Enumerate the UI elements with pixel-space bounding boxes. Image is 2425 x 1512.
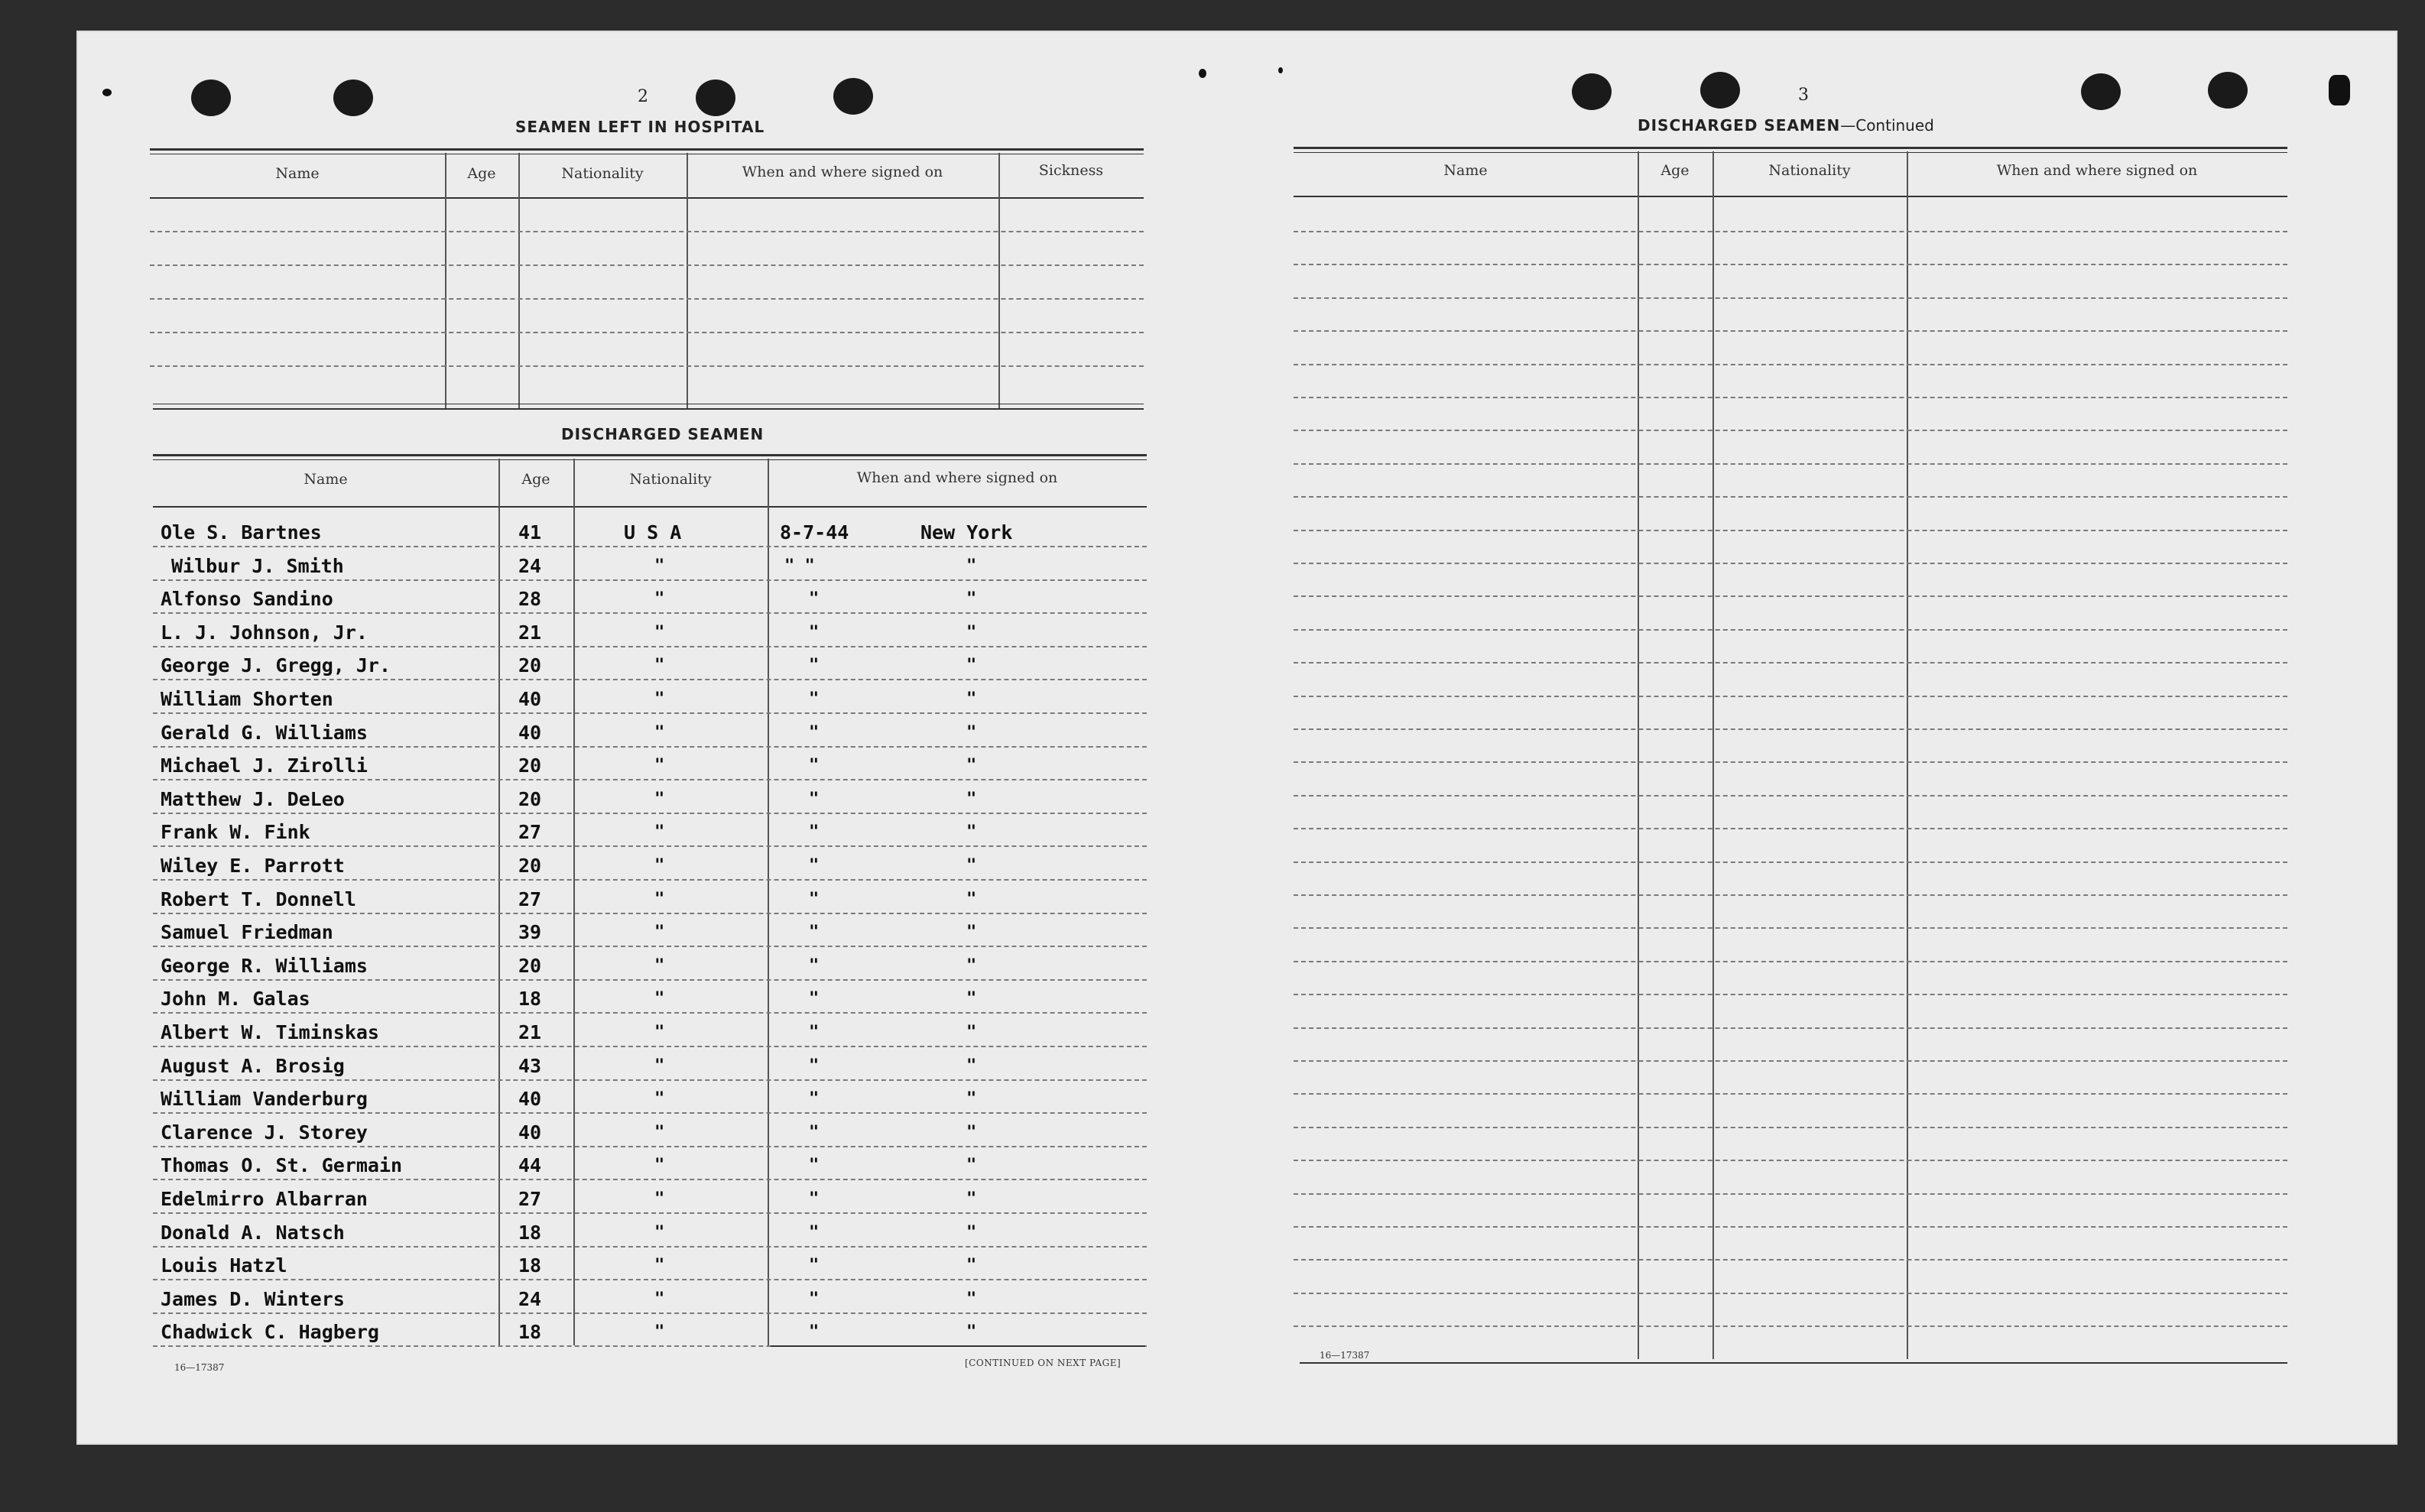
signed-on-place: " [966,956,977,975]
seaman-nationality: " [654,1156,665,1175]
seaman-nationality: " [654,1256,665,1275]
signed-on-place: " [966,689,977,709]
ruled-line [1294,1325,2287,1327]
seaman-name: Chadwick C. Hagberg [161,1321,379,1343]
seaman-age: 39 [518,921,542,943]
hospital-section-title: SEAMEN LEFT IN HOSPITAL [515,118,765,136]
signed-on-place: " [966,656,977,675]
column-divider [518,153,520,408]
seaman-nationality: " [654,1023,665,1042]
ruled-line [1294,1127,2287,1128]
punch-hole [191,79,231,116]
signed-on-date: " [809,856,820,875]
seaman-name: Edelmirro Albarran [161,1188,368,1210]
seaman-nationality: " [654,1322,665,1342]
continued-section-title [1638,116,1934,135]
signed-on-date: " [809,989,820,1008]
signed-on-place: " [966,856,977,875]
ruled-line [153,1079,1147,1081]
punch-hole [333,79,373,116]
seaman-age: 40 [518,688,542,710]
ruled-line [153,746,1147,748]
seaman-nationality: " [654,890,665,909]
signed-on-date: " [809,623,820,642]
signed-on-date: " [809,823,820,842]
signed-on-place: " [966,1290,977,1309]
ruled-line [1294,463,2287,465]
seaman-nationality: " [654,1123,665,1142]
ruled-line [1294,1027,2287,1029]
signed-on-place: " [966,790,977,809]
table-bottom-rule [153,408,1144,410]
signed-on-date: 8-7-44 [780,521,849,543]
table-top-rule [153,454,1147,456]
signed-on-date: " [809,1322,820,1342]
ink-speck [2329,75,2350,105]
ruled-line [1294,828,2287,829]
ruled-line [1294,861,2287,863]
column-divider [445,153,446,408]
ruled-line [1294,1160,2287,1161]
seaman-name: Donald A. Natsch [161,1222,345,1244]
seaman-age: 24 [518,1288,542,1310]
ruled-line [1294,1226,2287,1228]
seaman-age: 20 [518,754,542,777]
seaman-name: James D. Winters [161,1288,345,1310]
ruled-line [153,1279,1147,1280]
seaman-age: 18 [518,1222,542,1244]
column-header-sickness: Sickness [1038,162,1104,179]
ruled-line [153,1212,1147,1214]
seaman-nationality: " [654,823,665,842]
ruled-line [153,1146,1147,1147]
header-bottom-rule [150,197,1144,199]
signed-on-date: " [809,1156,820,1175]
signed-on-date: " [809,1223,820,1242]
table-bottom-rule [771,1345,1145,1347]
ruled-line [1294,795,2287,797]
ruled-line [153,779,1147,780]
seaman-name: Wilbur J. Smith [171,555,344,577]
ruled-line [150,365,1144,367]
ruled-line [1294,231,2287,232]
seaman-age: 20 [518,654,542,677]
seaman-name: Matthew J. DeLeo [161,788,345,810]
ruled-line [1294,496,2287,498]
seaman-name: Wiley E. Parrott [161,855,345,877]
signed-on-date: " [809,1189,820,1209]
ruled-line [153,979,1147,981]
seaman-nationality: U S A [624,521,682,543]
seaman-age: 41 [518,521,542,543]
table-bottom-rule [1300,1362,2287,1364]
ruled-line [1294,696,2287,697]
column-header-age: Age [467,165,496,182]
column-header-name: Name [1443,162,1488,179]
ruled-line [1294,1093,2287,1095]
ruled-line [153,646,1147,647]
signed-on-date: " [809,589,820,608]
signed-on-date: " " [784,556,815,576]
seaman-age: 18 [518,988,542,1010]
seaman-nationality: " [654,989,665,1008]
seaman-nationality: " [654,589,665,608]
punch-hole [696,79,735,116]
seaman-age: 27 [518,1188,542,1210]
ruled-line [1294,1293,2287,1294]
form-number: 16—17387 [174,1362,225,1373]
seaman-name: August A. Brosig [161,1055,345,1077]
seaman-age: 43 [518,1055,542,1077]
column-header-name: Name [275,165,320,182]
seaman-age: 27 [518,888,542,910]
seaman-name: Samuel Friedman [161,921,333,943]
punch-hole [1572,73,1612,110]
form-number: 16—17387 [1320,1350,1370,1361]
seaman-nationality: " [654,556,665,576]
seaman-age: 20 [518,788,542,810]
seaman-name: Thomas O. St. Germain [161,1154,403,1176]
ruled-line [1294,662,2287,664]
column-header-nationality: Nationality [629,471,712,488]
ruled-line [1294,430,2287,431]
ruled-line [1294,297,2287,299]
seaman-name: William Vanderburg [161,1088,368,1110]
ruled-line [153,679,1147,680]
ruled-line [153,1112,1147,1114]
scanned-document [76,31,2397,1445]
punch-hole [833,78,873,115]
ink-speck [102,89,112,96]
signed-on-place: " [966,1322,977,1342]
column-divider [1638,151,1639,1359]
punch-hole [2208,72,2248,109]
ruled-line [1294,961,2287,962]
signed-on-place: " [966,1023,977,1042]
seaman-name: Alfonso Sandino [161,588,333,610]
signed-on-date: " [809,723,820,742]
seaman-name: Albert W. Timinskas [161,1021,379,1043]
ruled-line [153,1046,1147,1047]
ruled-line [1294,1193,2287,1195]
seaman-nationality: " [654,956,665,975]
ruled-line [153,612,1147,614]
ruled-line [1294,761,2287,763]
signed-on-date: " [809,923,820,942]
seaman-nationality: " [654,1056,665,1076]
seaman-age: 24 [518,555,542,577]
seaman-nationality: " [654,856,665,875]
signed-on-place: " [966,989,977,1008]
signed-on-place: " [966,589,977,608]
seaman-name: L. J. Johnson, Jr. [161,621,368,644]
ruled-line [153,879,1147,881]
ruled-line [1294,264,2287,265]
column-header-nationality: Nationality [1768,162,1851,179]
signed-on-place: " [966,890,977,909]
signed-on-date: " [809,656,820,675]
signed-on-place: " [966,1223,977,1242]
ruled-line [1294,994,2287,995]
signed-on-place: " [966,1056,977,1076]
ruled-line [153,1179,1147,1180]
column-header-signed-on: When and where signed on [856,469,1058,486]
title-continued: —Continued [1840,116,1934,135]
seaman-name: Clarence J. Storey [161,1121,368,1144]
seaman-name: Louis Hatzl [161,1254,287,1277]
ruled-line [1294,330,2287,332]
seaman-name: George R. Williams [161,955,368,977]
column-divider [687,153,688,408]
seaman-name: George J. Gregg, Jr. [161,654,391,677]
seaman-nationality: " [654,923,665,942]
signed-on-date: " [809,1023,820,1042]
discharged-section-title: DISCHARGED SEAMEN [561,425,765,443]
column-header-nationality: Nationality [561,165,644,182]
seaman-age: 20 [518,955,542,977]
signed-on-place: " [966,1256,977,1275]
ruled-line [153,946,1147,947]
ruled-line [1294,728,2287,730]
signed-on-place: " [966,556,977,576]
ruled-line [1294,1060,2287,1062]
ruled-line [153,546,1147,547]
seaman-age: 40 [518,1088,542,1110]
column-header-name: Name [304,471,348,488]
seaman-nationality: " [654,1089,665,1108]
ink-speck [1278,67,1283,73]
column-divider [998,153,1000,408]
seaman-nationality: " [654,756,665,775]
table-top-rule [150,148,1144,151]
ruled-line [1294,894,2287,896]
ruled-line [1294,629,2287,631]
ruled-line [150,332,1144,333]
continued-note: [CONTINUED ON NEXT PAGE] [965,1358,1122,1368]
table-top-rule [1294,147,2287,149]
column-header-age: Age [1660,162,1690,179]
ruled-line [1294,595,2287,597]
seaman-age: 18 [518,1321,542,1343]
seaman-name: Robert T. Donnell [161,888,356,910]
seaman-age: 40 [518,1121,542,1144]
ruled-line [1294,1259,2287,1261]
seaman-nationality: " [654,656,665,675]
seaman-nationality: " [654,723,665,742]
seaman-nationality: " [654,790,665,809]
seaman-age: 44 [518,1154,542,1176]
signed-on-place: " [966,756,977,775]
signed-on-date: " [809,790,820,809]
seaman-name: Ole S. Bartnes [161,521,322,543]
punch-hole [2081,73,2121,110]
ruled-line [1294,397,2287,398]
ruled-line [153,712,1147,714]
signed-on-date: " [809,1123,820,1142]
signed-on-place: " [966,923,977,942]
seaman-nationality: " [654,1189,665,1209]
column-header-age: Age [521,471,550,488]
seaman-name: William Shorten [161,688,333,710]
ruled-line [153,913,1147,914]
header-bottom-rule [153,506,1147,508]
ruled-line [1294,530,2287,531]
signed-on-date: " [809,1089,820,1108]
column-header-signed-on: When and where signed on [742,164,943,180]
signed-on-date: " [809,1256,820,1275]
signed-on-date: " [809,1290,820,1309]
ink-speck [1199,69,1206,78]
signed-on-place: " [966,1089,977,1108]
ruled-line [153,1012,1147,1014]
signed-on-date: " [809,756,820,775]
page-number: 3 [1798,86,1809,105]
ruled-line [1294,927,2287,929]
seaman-age: 27 [518,821,542,843]
ruled-line [150,298,1144,300]
signed-on-place: " [966,1156,977,1175]
page-number: 2 [638,87,648,106]
seaman-nationality: " [654,689,665,709]
signed-on-place: " [966,723,977,742]
table-top-rule [1294,152,2287,153]
ruled-line [1294,563,2287,564]
seaman-age: 21 [518,621,542,644]
punch-hole [1700,72,1740,109]
signed-on-place: " [966,1189,977,1209]
seaman-age: 28 [518,588,542,610]
seaman-age: 21 [518,1021,542,1043]
column-divider [1907,151,1908,1359]
header-bottom-rule [1294,196,2287,197]
ruled-line [153,845,1147,847]
signed-on-date: " [809,956,820,975]
seaman-name: John M. Galas [161,988,310,1010]
table-top-rule [153,459,1147,460]
ruled-line [153,1246,1147,1248]
signed-on-place: New York [920,521,1013,543]
seaman-name: Michael J. Zirolli [161,754,368,777]
seaman-name: Frank W. Fink [161,821,310,843]
ruled-line [153,813,1147,814]
column-divider [1712,151,1714,1359]
signed-on-date: " [809,890,820,909]
signed-on-place: " [966,1123,977,1142]
ruled-line [150,231,1144,232]
seaman-nationality: " [654,1290,665,1309]
signed-on-date: " [809,689,820,709]
seaman-age: 40 [518,722,542,744]
seaman-nationality: " [654,1223,665,1242]
ruled-line [153,579,1147,581]
column-header-signed-on: When and where signed on [1996,162,2198,179]
seaman-age: 20 [518,855,542,877]
signed-on-date: " [809,1056,820,1076]
title-main: DISCHARGED SEAMEN [1638,116,1841,135]
signed-on-place: " [966,623,977,642]
signed-on-place: " [966,823,977,842]
seaman-age: 18 [518,1254,542,1277]
seaman-nationality: " [654,623,665,642]
ruled-line [1294,364,2287,365]
seaman-name: Gerald G. Williams [161,722,368,744]
ruled-line [153,1312,1147,1314]
ruled-line [150,264,1144,266]
